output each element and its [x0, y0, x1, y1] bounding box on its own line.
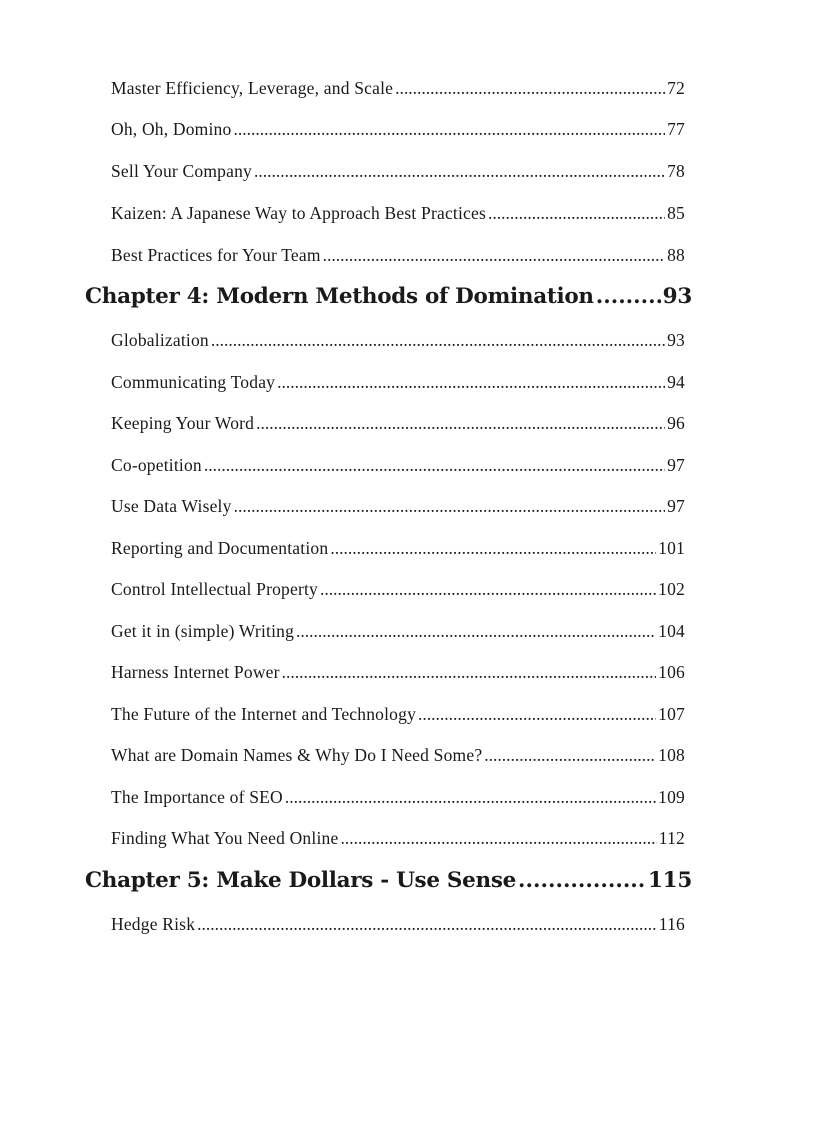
toc-entry-page-number: 88: [667, 245, 685, 265]
toc-entry-page-number: 109: [658, 787, 685, 807]
toc-entry-reporting-documentation[interactable]: [111, 538, 685, 559]
dot-leader: [204, 455, 665, 476]
toc-entry-page-number: 72: [667, 78, 685, 98]
dot-leader: [418, 704, 656, 725]
toc-entry-page-number: 85: [667, 203, 685, 223]
toc-entry-globalization[interactable]: [111, 330, 685, 351]
dot-leader: [340, 828, 656, 849]
toc-entry-page-number: 101: [658, 538, 685, 558]
dot-leader: [254, 161, 665, 182]
toc-entry-page-number: 112: [658, 828, 685, 848]
toc-entry-title: Master Efficiency, Leverage, and Scale: [111, 78, 394, 98]
toc-entry-page-number: 94: [667, 372, 685, 392]
toc-entry-title: Hedge Risk: [111, 914, 196, 934]
toc-entry-best-practices-team[interactable]: [111, 245, 685, 266]
toc-entry-page-number: 78: [667, 161, 685, 181]
toc-entry-title: The Importance of SEO: [111, 787, 283, 807]
toc-chapter-5[interactable]: [85, 868, 692, 893]
toc-entry-title: Harness Internet Power: [111, 662, 280, 682]
dot-leader: [395, 78, 665, 99]
dot-leader: [320, 579, 656, 600]
toc-entry-control-ip[interactable]: [111, 579, 685, 600]
toc-entry-page-number: 104: [658, 621, 685, 641]
toc-entry-title: Best Practices for Your Team: [111, 245, 321, 265]
toc-entry-page-number: 108: [658, 745, 685, 765]
dot-leader: [323, 245, 665, 266]
toc-entry-title: Communicating Today: [111, 372, 276, 392]
toc-entry-title: Use Data Wisely: [111, 496, 232, 516]
dot-leader: [296, 621, 656, 642]
dot-leader: [282, 662, 656, 683]
dot-leader: [233, 119, 665, 140]
toc-entry-keeping-your-word[interactable]: [111, 413, 685, 434]
toc-entry-page-number: 97: [667, 455, 685, 475]
toc-entry-title: Finding What You Need Online: [111, 828, 339, 848]
toc-entry-title: Sell Your Company: [111, 161, 252, 181]
toc-entry-kaizen[interactable]: [111, 203, 685, 224]
toc-entry-simple-writing[interactable]: [111, 621, 685, 642]
toc-chapter-page-number: 115: [648, 868, 692, 893]
toc-entry-title: Reporting and Documentation: [111, 538, 329, 558]
dot-leader: [330, 538, 656, 559]
toc-entry-page-number: 102: [658, 579, 685, 599]
toc-entry-title: The Future of the Internet and Technology: [111, 704, 417, 724]
toc-entry-master-efficiency[interactable]: [111, 78, 685, 99]
toc-entry-sell-your-company[interactable]: [111, 161, 685, 182]
toc-entry-title: What are Domain Names & Why Do I Need Some?: [111, 745, 483, 765]
dot-leader: [277, 372, 665, 393]
toc-entry-co-opetition[interactable]: [111, 455, 685, 476]
toc-entry-future-internet[interactable]: [111, 704, 685, 725]
toc-entry-page-number: 106: [658, 662, 685, 682]
dot-leader: [488, 203, 665, 224]
toc-chapter-page-number: 93: [662, 284, 692, 309]
toc-entry-harness-internet[interactable]: [111, 662, 685, 683]
toc-entry-hedge-risk[interactable]: [111, 914, 685, 935]
toc-entry-title: Get it in (simple) Writing: [111, 621, 295, 641]
toc-chapter-title: Chapter 4: Modern Methods of Domination: [85, 284, 594, 309]
dot-leader: [256, 413, 665, 434]
toc-entry-page-number: 116: [658, 914, 685, 934]
toc-entry-page-number: 97: [667, 496, 685, 516]
toc-entry-title: Oh, Oh, Domino: [111, 119, 232, 139]
toc-entry-title: Co-opetition: [111, 455, 202, 475]
toc-entry-page-number: 107: [658, 704, 685, 724]
dot-leader: [285, 787, 656, 808]
toc-entry-title: Control Intellectual Property: [111, 579, 318, 599]
dot-leader: [211, 330, 665, 351]
toc-entry-page-number: 93: [667, 330, 685, 350]
toc-entry-oh-oh-domino[interactable]: [111, 119, 685, 140]
toc-entry-page-number: 96: [667, 413, 685, 433]
dot-leader: [197, 914, 657, 935]
toc-entry-use-data-wisely[interactable]: [111, 496, 685, 517]
toc-entry-title: Globalization: [111, 330, 209, 350]
toc-entry-importance-seo[interactable]: [111, 787, 685, 808]
dot-leader: [234, 496, 666, 517]
dot-leader: [596, 284, 661, 309]
dot-leader: [484, 745, 656, 766]
toc-entry-communicating-today[interactable]: [111, 372, 685, 393]
toc-entry-finding-online[interactable]: [111, 828, 685, 849]
dot-leader: [518, 868, 646, 893]
toc-entry-page-number: 77: [667, 119, 685, 139]
toc-chapter-4[interactable]: [85, 284, 692, 309]
toc-chapter-title: Chapter 5: Make Dollars - Use Sense: [85, 868, 517, 893]
toc-entry-domain-names[interactable]: [111, 745, 685, 766]
toc-entry-title: Keeping Your Word: [111, 413, 255, 433]
toc-entry-title: Kaizen: A Japanese Way to Approach Best Practices: [111, 203, 486, 223]
